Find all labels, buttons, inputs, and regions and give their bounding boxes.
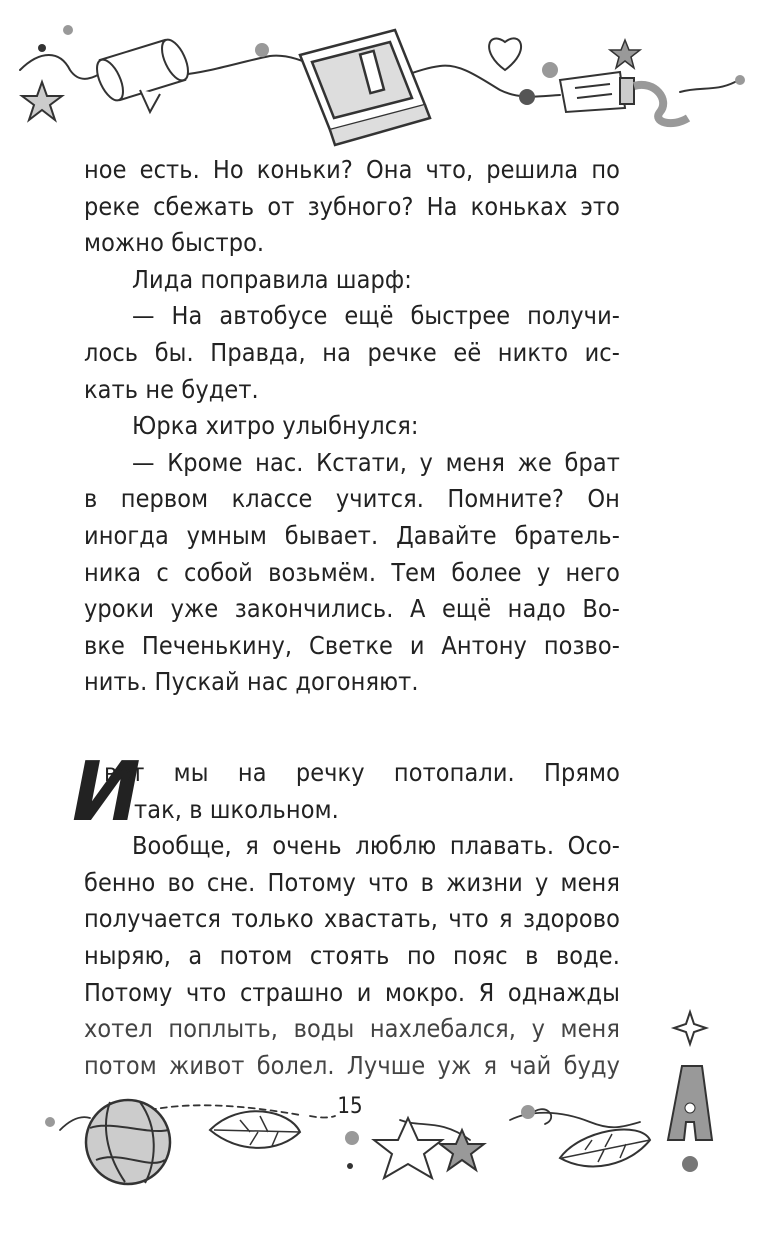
dot-icon [735, 75, 745, 85]
toothpaste-icon [560, 72, 688, 123]
dot-icon [345, 1131, 359, 1145]
svg-text:И: И [72, 745, 141, 840]
text-line: бенно во сне. Потому что в жизни у меня [84, 867, 620, 897]
text-line: ника с собой возьмём. Тем более у него [84, 557, 620, 587]
text-line: получается только хвастать, что я здорово [84, 904, 620, 934]
text-line: ныряю, а потом стоять по пояс в воде. [84, 940, 620, 970]
text-section-top [84, 152, 620, 701]
dot-icon [45, 1117, 55, 1127]
page-number: 15 [337, 1094, 363, 1119]
heart-icon [489, 38, 521, 70]
text-line: Лида поправила шарф: [132, 264, 412, 294]
letter-a-icon [668, 1066, 712, 1140]
text-section-bottom [84, 755, 620, 1084]
text-line: лось бы. Правда, на речке её никто ис- [84, 337, 620, 367]
text-line: реке сбежать от зубного? На коньках это [84, 191, 620, 221]
dot-icon [255, 43, 269, 57]
text-line: вке Печенькину, Светке и Антону позво- [84, 630, 620, 660]
star-icon [22, 82, 62, 120]
book-icon [300, 30, 430, 145]
text-line: так, в школьном. [134, 794, 339, 824]
leaf-icon [210, 1111, 300, 1148]
dot-icon [542, 62, 558, 78]
text-line: — На автобусе ещё быстрее получи- [132, 301, 620, 331]
text-line: нить. Пускай нас догоняют. [84, 667, 419, 697]
star-icon [374, 1118, 442, 1178]
sparkle-icon [674, 1012, 706, 1044]
text-line: Юрка хитро улыбнулся: [132, 411, 419, 441]
star-icon [610, 40, 640, 68]
scroll-icon [92, 36, 194, 112]
text-line: Потому что страшно и мокро. Я однажды [84, 977, 620, 1007]
text-line: — Кроме нас. Кстати, у меня же брат [132, 447, 620, 477]
text-line: потом живот болел. Лучше уж я чай буду [84, 1050, 620, 1080]
text-line: иногда умным бывает. Давайте братель- [84, 520, 620, 550]
top-ornament-border [0, 0, 768, 150]
leaf-icon [560, 1130, 650, 1167]
basketball-icon [86, 1100, 170, 1184]
text-line: кать не будет. [84, 374, 259, 404]
dot-icon [63, 25, 73, 35]
text-line: ное есть. Но коньки? Она что, решила по [84, 155, 620, 184]
text-line: хотел поплыть, воды нахлебался, у меня [84, 1014, 620, 1044]
star-icon [440, 1130, 484, 1170]
text-line: можно быстро. [84, 228, 265, 258]
dot-icon [521, 1105, 535, 1119]
text-line: Вообще, я очень люблю плавать. Осо- [132, 831, 620, 861]
text-line: уроки уже закончились. А ещё надо Во- [84, 594, 620, 624]
text-line: в первом классе учится. Помните? Он [84, 484, 620, 514]
text-line: вот мы на речку потопали. Прямо [104, 758, 620, 787]
